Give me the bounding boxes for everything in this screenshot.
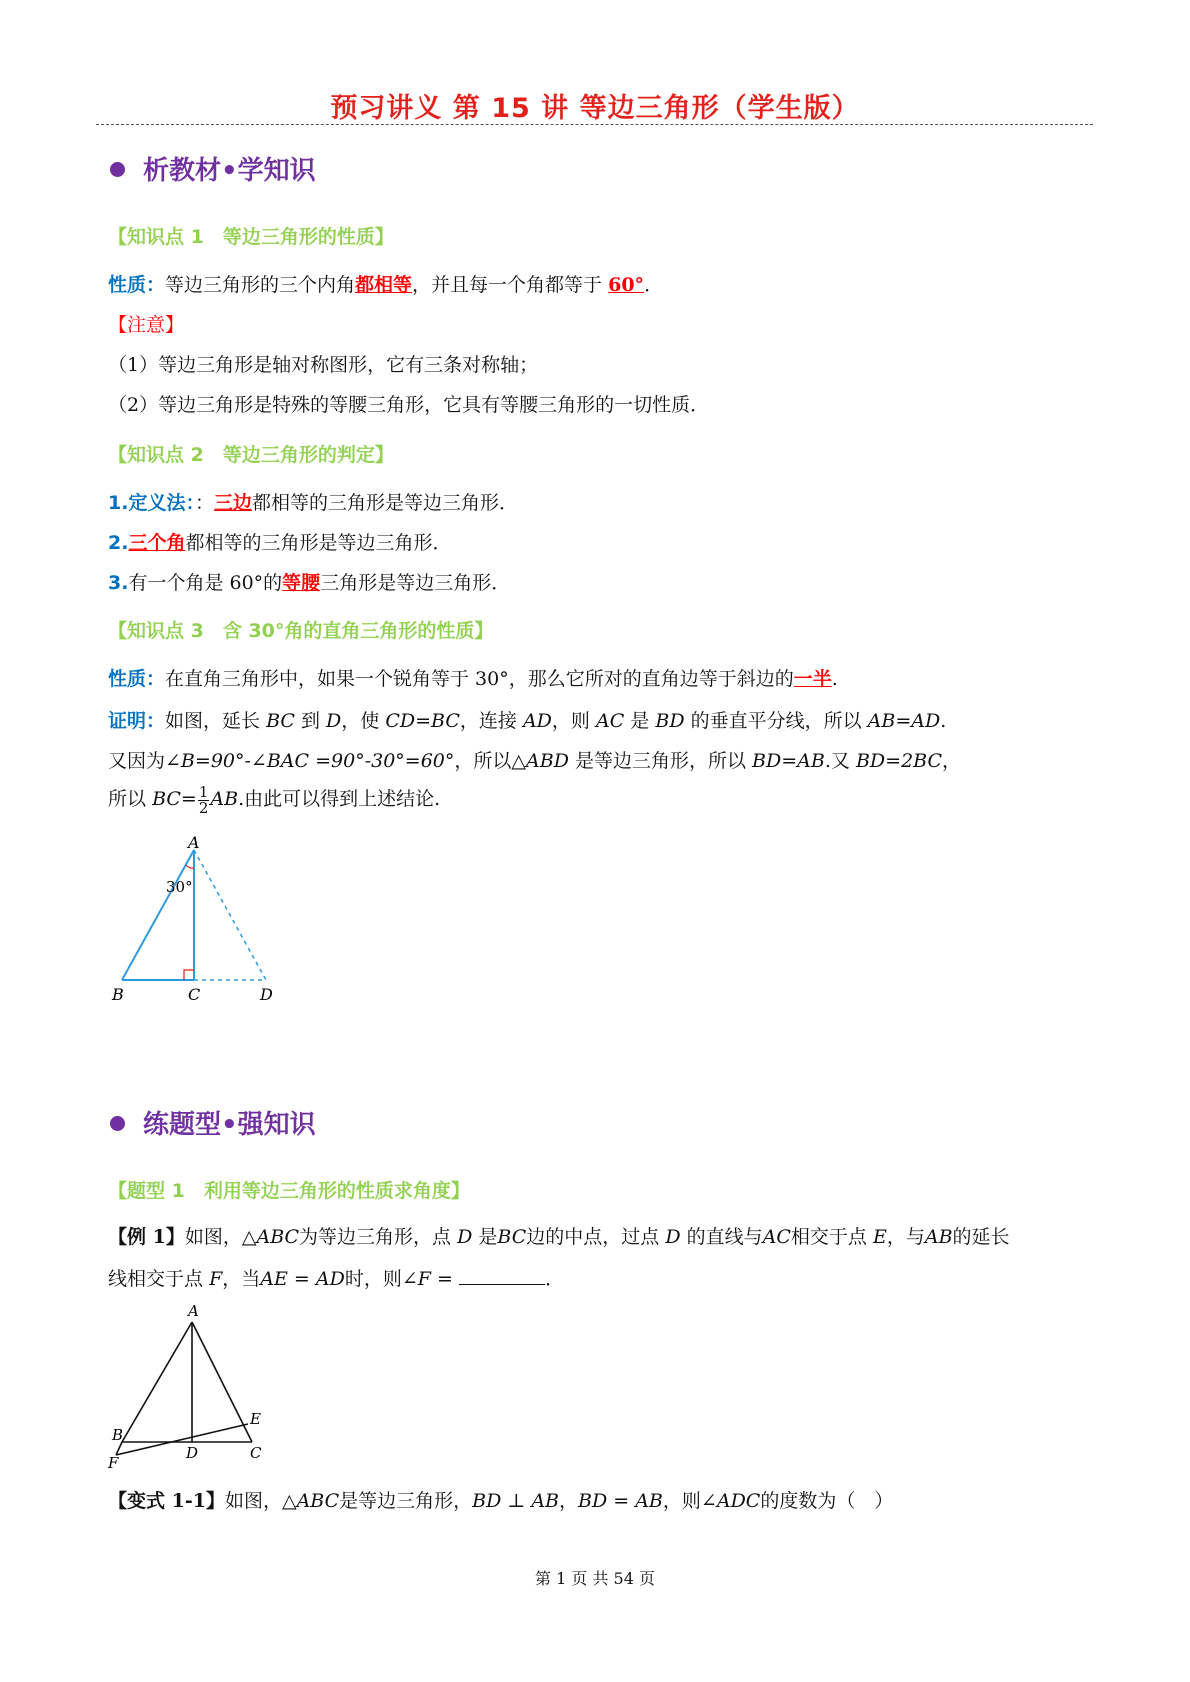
math: E: [872, 1226, 887, 1248]
label-c: C: [250, 1444, 262, 1462]
key-term: 等腰: [282, 572, 321, 594]
text: 边的中点，过点: [526, 1226, 660, 1248]
key-term: 一半: [793, 668, 832, 690]
question-type-1-title: 【题型 1 利用等边三角形的性质求角度】: [108, 1180, 470, 1202]
math: BD=2BC: [855, 750, 943, 772]
text: 有一个角是 60°的: [128, 572, 283, 594]
section-heading-1: [110, 150, 316, 187]
math: BD: [655, 710, 685, 732]
kp2-item-3: [108, 568, 510, 595]
text: 的垂直平分线，所以: [690, 710, 862, 732]
text: .又: [824, 750, 850, 772]
text: ，与: [886, 1226, 925, 1248]
key-term: 三个角: [128, 532, 186, 554]
label-e: E: [250, 1410, 261, 1428]
kp3-proof-line-3: [108, 784, 440, 816]
math: ∠B=90°-∠BAC =90°-30°=60°: [165, 750, 455, 772]
text: ，则: [662, 1490, 701, 1512]
text: 到: [300, 710, 320, 732]
math: AD: [522, 710, 552, 732]
fraction-denominator: 2: [198, 798, 209, 817]
math: ∠ADC: [700, 1490, 761, 1512]
segment-ac: [192, 1322, 252, 1442]
text: 为等边三角形，点: [299, 1226, 452, 1248]
bullet-dot-icon: [110, 162, 125, 177]
text: 线相交于点: [108, 1268, 204, 1290]
math: △ABC: [281, 1490, 340, 1512]
math: AB: [924, 1226, 953, 1248]
kp2-item-1: [108, 488, 518, 515]
knowledge-point-2-title: 【知识点 2 等边三角形的判定】: [108, 444, 394, 466]
text: ．: [644, 274, 664, 296]
page-footer: 第 1 页 共 54 页: [535, 1569, 655, 1588]
label-f: F: [108, 1454, 119, 1470]
label-d: D: [186, 1444, 199, 1462]
math: BD = AB: [578, 1490, 663, 1512]
text: 相交于点: [790, 1226, 867, 1248]
text: .: [940, 710, 947, 732]
text: ，则: [551, 710, 590, 732]
fraction-numerator: 1: [198, 782, 209, 801]
text: 如图，延长: [165, 710, 261, 732]
math: BC: [497, 1226, 527, 1248]
text: ，使: [341, 710, 380, 732]
kp3-property: [108, 664, 838, 691]
text: 如图，: [184, 1226, 242, 1248]
math: BD ⊥ AB: [472, 1490, 559, 1512]
label: 3.: [108, 572, 129, 594]
example-1-line-2: [108, 1264, 564, 1291]
variant-1-1: [108, 1486, 893, 1513]
text: .: [831, 668, 838, 690]
text: ：: [194, 492, 214, 514]
text: ，当: [222, 1268, 261, 1290]
math: BD=AB: [752, 750, 825, 772]
label-b: B: [112, 1426, 124, 1444]
math: AB=AD: [867, 710, 941, 732]
example-1-line-1: [108, 1222, 1010, 1249]
segment-ad-dashed: [194, 850, 266, 980]
math: BC: [266, 710, 295, 732]
section-heading-2: [110, 1104, 316, 1141]
label: 2.: [108, 532, 129, 554]
math: D: [665, 1226, 681, 1248]
math: F: [209, 1268, 223, 1290]
text: ，连接: [459, 710, 517, 732]
math: AC: [762, 1226, 791, 1248]
label: 性质：: [108, 274, 166, 296]
bullet-dot-icon: [110, 1116, 125, 1131]
text: ，并且每一个角都等于: [412, 274, 603, 296]
text: 时，则: [344, 1268, 402, 1290]
segment-fe: [116, 1424, 248, 1455]
text: 是: [630, 710, 650, 732]
text: 所以: [108, 788, 147, 810]
note-label: 【注意】: [108, 314, 185, 336]
label-b: B: [112, 985, 124, 1004]
math: D: [326, 710, 342, 732]
knowledge-point-3-title: 【知识点 3 含 30°角的直角三角形的性质】: [108, 620, 494, 642]
page-title: 预习讲义 第 15 讲 等边三角形（学生版）: [330, 93, 860, 124]
section-title: 练题型•强知识: [143, 1110, 316, 1140]
text: 等边三角形的三个内角: [165, 274, 356, 296]
text: ，: [942, 750, 962, 772]
text: ，所以: [454, 750, 512, 772]
text: 的延长: [952, 1226, 1010, 1248]
text: 都相等的三角形是等边三角形．: [251, 492, 518, 514]
variant-label: 【变式 1-1】: [108, 1490, 225, 1512]
math: BC=: [152, 788, 197, 810]
text: 如图，: [224, 1490, 282, 1512]
key-term: 60°: [608, 274, 645, 296]
text: .由此可以得到上述结论.: [238, 788, 441, 810]
text: 是等边三角形，: [339, 1490, 473, 1512]
segment-ab: [122, 1322, 192, 1442]
fraction: [198, 782, 210, 817]
label-a: A: [188, 833, 200, 852]
text: 三角形是等边三角形．: [320, 572, 511, 594]
math: △ABC: [241, 1226, 300, 1248]
angle-arc: [186, 865, 194, 868]
kp1-property: [108, 270, 663, 297]
label: 性质：: [108, 668, 166, 690]
note-item-1: （1）等边三角形是轴对称图形，它有三条对称轴；: [108, 354, 539, 376]
key-term: 都相等: [355, 274, 413, 296]
text: 的直线与: [686, 1226, 763, 1248]
kp2-item-2: [108, 528, 451, 555]
answer-blank[interactable]: [459, 1266, 545, 1285]
label-d: D: [260, 985, 273, 1004]
note-item-2: （2）等边三角形是特殊的等腰三角形，它具有等腰三角形的一切性质．: [108, 394, 710, 416]
key-term: 三边: [213, 492, 252, 514]
text: 在直角三角形中，如果一个锐角等于 30°，那么它所对的直角边等于斜边的: [165, 668, 794, 690]
math: AC: [595, 710, 625, 732]
kp3-proof-line-2: [108, 746, 961, 773]
label: 证明：: [108, 710, 166, 732]
math: AE = AD: [260, 1268, 345, 1290]
math: ∠F =: [401, 1268, 453, 1290]
text: ．: [544, 1268, 564, 1290]
figure-example-1: [100, 1300, 280, 1470]
section-title: 析教材•学知识: [143, 156, 316, 186]
math: AB: [210, 788, 239, 810]
figure-30-degree-triangle: [100, 832, 300, 1012]
text: ，: [559, 1490, 579, 1512]
segment-ab: [122, 850, 194, 980]
label-c: C: [188, 985, 201, 1004]
text: 是等边三角形，所以: [574, 750, 746, 772]
math: △ABD: [511, 750, 569, 772]
knowledge-point-1-title: 【知识点 1 等边三角形的性质】: [108, 226, 394, 248]
text: 的度数为（ ）: [760, 1490, 894, 1512]
angle-label: 30°: [166, 878, 193, 896]
text: 都相等的三角形是等边三角形．: [185, 532, 452, 554]
text: 又因为: [108, 750, 166, 772]
label: 1.定义法：: [108, 492, 195, 514]
math: CD=BC: [385, 710, 460, 732]
text: 是: [478, 1226, 498, 1248]
example-label: 【例 1】: [108, 1226, 185, 1248]
header-divider: [96, 124, 1093, 125]
label-a: A: [188, 1302, 199, 1320]
math: D: [457, 1226, 473, 1248]
right-angle-mark: [184, 970, 194, 980]
kp3-proof-line-1: [108, 706, 946, 733]
